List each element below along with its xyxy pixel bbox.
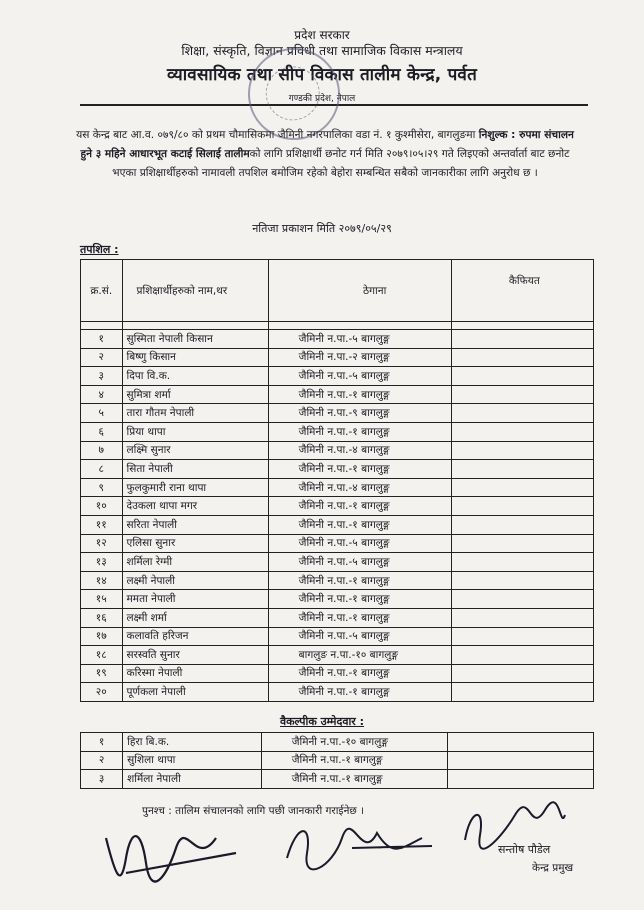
cell-serial: १८ (81, 646, 123, 665)
cell-remarks (451, 515, 593, 534)
table-row (81, 646, 594, 665)
cell-name: सरस्वति सुनार (122, 646, 268, 665)
organization-address: गण्डकी प्रदेश, नेपाल (288, 94, 356, 104)
table-row (81, 733, 594, 752)
cell-remarks (451, 553, 593, 572)
cell-name: लक्ष्मी नेपाली (122, 571, 268, 590)
cell-name: सरिता नेपाली (122, 515, 268, 534)
cell-address: जैमिनी न.पा.-१० बागलुङ्ग (261, 733, 448, 752)
gap-cell (451, 322, 593, 330)
cell-serial: ७ (81, 441, 123, 460)
cell-address: जैमिनी न.पा.-१ बागलुङ्ग (261, 751, 448, 770)
cell-address: जैमिनी न.पा.-९ बागलुङ्ग (268, 404, 451, 423)
gap-cell (122, 322, 268, 330)
cell-remarks (451, 571, 593, 590)
table-row (81, 534, 594, 553)
cell-address: जैमिनी न.पा.-१ बागलुङ्ग (268, 515, 451, 534)
cell-name: देउकला थापा मगर (122, 497, 268, 516)
table-row (81, 404, 594, 423)
postscript-note: पुनश्च : तालिम संचालनको लागि पछी जानकारी गराईनेछ । (142, 805, 365, 817)
table-row (81, 422, 594, 441)
cell-name: शर्मिला रेग्मी (122, 553, 268, 572)
cell-remarks (448, 751, 594, 770)
intro-paragraph (70, 126, 580, 183)
header-name: प्रशिक्षार्थीहरुको नाम,थर (122, 260, 268, 322)
table-row (81, 627, 594, 646)
organization-title: व्यावसायिक तथा सीप विकास तालीम केन्द्र, पर्वत (167, 65, 477, 85)
gap-cell (81, 322, 123, 330)
cell-address: जैमिनी न.पा.-१ बागलुङ्ग (268, 460, 451, 479)
cell-name: फुलकुमारी राना थापा (122, 478, 268, 497)
cell-address: जैमिनी न.पा.-५ बागलुङ्ग (268, 367, 451, 386)
cell-address: जैमिनी न.पा.-१ बागलुङ्ग (268, 608, 451, 627)
cell-serial: ९ (81, 478, 123, 497)
table-gap-row (81, 322, 594, 330)
table-row (81, 385, 594, 404)
cell-name: लक्ष्मी शर्मा (122, 608, 268, 627)
cell-remarks (451, 367, 593, 386)
table-row (81, 478, 594, 497)
cell-serial: ८ (81, 460, 123, 479)
header-remarks: कैफियत (451, 260, 593, 322)
cell-remarks (451, 627, 593, 646)
cell-serial: ३ (81, 770, 123, 789)
cell-serial: २ (81, 348, 123, 367)
cell-name: कलावति हरिजन (122, 627, 268, 646)
cell-address: जैमिनी न.पा.-१ बागलुङ्ग (268, 422, 451, 441)
cell-name: हिरा बि.क. (123, 733, 262, 752)
table-row (81, 590, 594, 609)
cell-remarks (448, 733, 594, 752)
cell-remarks (451, 590, 593, 609)
table-row (81, 683, 594, 702)
signatory-title: केन्द्र प्रमुख (532, 862, 574, 874)
cell-serial: ११ (81, 515, 123, 534)
cell-serial: ५ (81, 404, 123, 423)
table-row (81, 751, 594, 770)
cell-serial: १ (81, 733, 123, 752)
government-heading: प्रदेश सरकार (294, 28, 350, 42)
table-row (81, 348, 594, 367)
cell-name: दिपा वि.क. (122, 367, 268, 386)
cell-remarks (451, 683, 593, 702)
cell-address: जैमिनी न.पा.-५ बागलुङ्ग (268, 330, 451, 349)
cell-serial: १२ (81, 534, 123, 553)
table-header-row (81, 260, 594, 322)
trainee-table (80, 259, 594, 702)
cell-remarks (451, 608, 593, 627)
cell-name: सिता नेपाली (122, 460, 268, 479)
cell-name: लक्ष्मि सुनार (122, 441, 268, 460)
table-row (81, 770, 594, 789)
cell-serial: ३ (81, 367, 123, 386)
intro-text-2: को लागि प्रशिक्षार्थी छनोट गर्न मिति २०७९।०५।२९ गते लिइएको अन्तर्वार्ता बाट छनोट भएका प्रशिक्षार्थीहरुको नामावली तपशिल बमोजिम रहेको बेहोरा सम्बन्धित सबैको जानकारीका लागि अनुरोध छ । (112, 148, 570, 179)
trainee-table-body (81, 322, 594, 702)
table-row (81, 460, 594, 479)
table-row (81, 608, 594, 627)
cell-address: जैमिनी न.पा.-१ बागलुङ्ग (268, 664, 451, 683)
intro-bold-course: रुपमा संचालन हुने ३ महिने आधारभूत कटाई सिलाई तालीम (80, 129, 574, 160)
alternates-table (80, 732, 594, 789)
table-row (81, 571, 594, 590)
signature-1 (96, 818, 246, 898)
cell-name: तारा गौतम नेपाली (122, 404, 268, 423)
cell-remarks (451, 441, 593, 460)
cell-serial: २ (81, 751, 123, 770)
intro-text-1: यस केन्द्र बाट आ.व. ०७९/८० को प्रथम चौमासिकमा जैमिनी नगरपालिका वडा नं. १ कुश्मीसेरा, बागलुङमा (76, 129, 479, 141)
cell-address: जैमिनी न.पा.-१ बागलुङ्ग (261, 770, 448, 789)
cell-serial: १७ (81, 627, 123, 646)
cell-serial: ४ (81, 385, 123, 404)
cell-name: सुस्मिता नेपाली किसान (122, 330, 268, 349)
cell-remarks (448, 770, 594, 789)
cell-name: पूर्णकला नेपाली (122, 683, 268, 702)
cell-remarks (451, 534, 593, 553)
cell-serial: १६ (81, 608, 123, 627)
cell-serial: १५ (81, 590, 123, 609)
signatory-name: सन्तोष पौडेल (498, 843, 551, 856)
cell-name: प्रिया थापा (122, 422, 268, 441)
cell-serial: १० (81, 497, 123, 516)
cell-serial: १४ (81, 571, 123, 590)
cell-address: जैमिनी न.पा.-५ बागलुङ्ग (268, 553, 451, 572)
cell-name: सुमित्रा शर्मा (122, 385, 268, 404)
publication-date: नतिजा प्रकाशन मिति २०७९/०५/२९ (252, 222, 392, 235)
cell-address: बागलुङ न.पा.-१० बागलुङ्ग (268, 646, 451, 665)
cell-remarks (451, 422, 593, 441)
cell-name: ममता नेपाली (122, 590, 268, 609)
cell-remarks (451, 404, 593, 423)
cell-remarks (451, 478, 593, 497)
table-row (81, 497, 594, 516)
cell-address: जैमिनी न.पा.-१ बागलुङ्ग (268, 385, 451, 404)
cell-name: बिष्णु किसान (122, 348, 268, 367)
table-row (81, 515, 594, 534)
cell-address: जैमिनी न.पा.-१ बागलुङ्ग (268, 683, 451, 702)
cell-serial: २० (81, 683, 123, 702)
cell-serial: ६ (81, 422, 123, 441)
alternates-title: वैकल्पीक उम्मेदवार : (279, 715, 365, 728)
signature-2 (282, 818, 442, 878)
cell-remarks (451, 664, 593, 683)
intro-bold-free: निशुल्क : (478, 129, 516, 141)
cell-address: जैमिनी न.पा.-५ बागलुङ्ग (268, 627, 451, 646)
cell-name: सुशिला थापा (123, 751, 262, 770)
cell-name: शर्मिला नेपाली (123, 770, 262, 789)
cell-remarks (451, 646, 593, 665)
table-row (81, 330, 594, 349)
ministry-heading: शिक्षा, संस्कृति, विज्ञान प्रविधी तथा सामाजिक विकास मन्त्रालय (181, 43, 463, 58)
cell-serial: १९ (81, 664, 123, 683)
table-row (81, 367, 594, 386)
cell-serial: १३ (81, 553, 123, 572)
cell-address: जैमिनी न.पा.-१ बागलुङ्ग (268, 571, 451, 590)
cell-remarks (451, 460, 593, 479)
gap-cell (268, 322, 451, 330)
cell-remarks (451, 497, 593, 516)
table-row (81, 553, 594, 572)
cell-address: जैमिनी न.पा.-४ बागलुङ्ग (268, 478, 451, 497)
cell-serial: १ (81, 330, 123, 349)
alternates-table-body (81, 733, 594, 789)
cell-remarks (451, 330, 593, 349)
header-address: ठेगाना (268, 260, 451, 322)
cell-remarks (451, 385, 593, 404)
cell-address: जैमिनी न.पा.-२ बागलुङ्ग (268, 348, 451, 367)
section-label: तपशिल : (80, 243, 119, 256)
cell-address: जैमिनी न.पा.-४ बागलुङ्ग (268, 441, 451, 460)
header-serial: क्र.सं. (81, 260, 123, 322)
cell-address: जैमिनी न.पा.-१ बागलुङ्ग (268, 590, 451, 609)
table-row (81, 441, 594, 460)
cell-name: एलिसा सुनार (122, 534, 268, 553)
cell-address: जैमिनी न.पा.-१ बागलुङ्ग (268, 497, 451, 516)
cell-name: करिस्मा नेपाली (122, 664, 268, 683)
cell-remarks (451, 348, 593, 367)
table-row (81, 664, 594, 683)
cell-address: जैमिनी न.पा.-५ बागलुङ्ग (268, 534, 451, 553)
